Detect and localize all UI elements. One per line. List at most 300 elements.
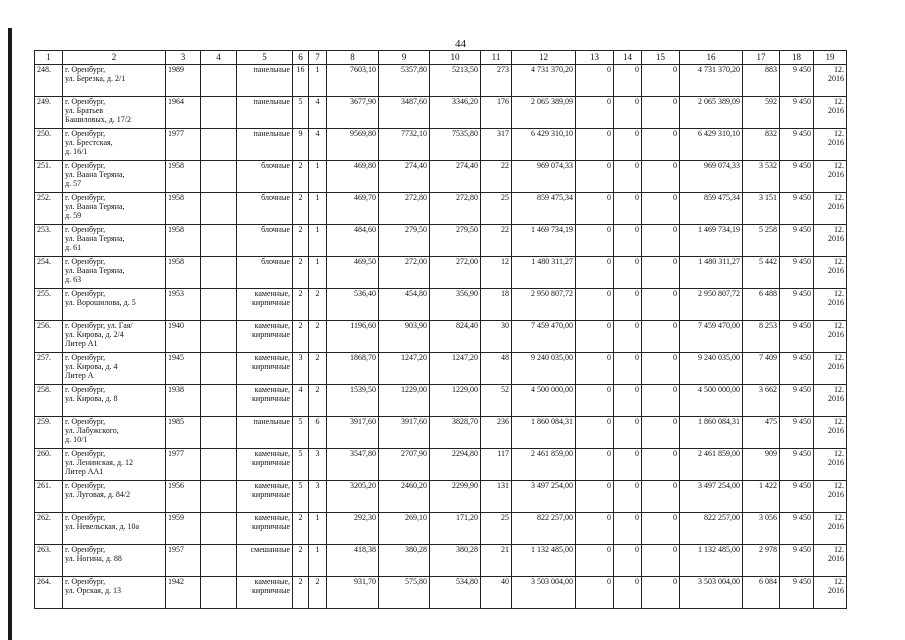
col15-cell: 0 bbox=[642, 577, 680, 609]
year-built-cell: 1938 bbox=[166, 385, 201, 417]
completion-date-cell-line: 12. bbox=[834, 129, 844, 138]
column-header-19: 19 bbox=[814, 51, 847, 65]
year-built-cell: 1958 bbox=[166, 257, 201, 289]
total-cost-cell: 2 950 807,72 bbox=[512, 289, 576, 321]
address-cell-line: г. Оренбург, bbox=[65, 97, 106, 106]
max-cost-cell: 9 450 bbox=[780, 417, 814, 449]
residents-cell: 21 bbox=[481, 545, 512, 577]
col14-cell: 0 bbox=[614, 225, 642, 257]
address-cell-line: ул. Луговая, д. 84/2 bbox=[65, 490, 131, 499]
floors-cell: 5 bbox=[293, 481, 309, 513]
wall-material-cell bbox=[237, 225, 293, 257]
year-built-cell: 1958 bbox=[166, 193, 201, 225]
completion-date-cell bbox=[814, 417, 847, 449]
completion-date-cell-line: 2016 bbox=[828, 202, 844, 211]
col13-cell: 0 bbox=[576, 161, 614, 193]
wall-material-cell bbox=[237, 289, 293, 321]
entrances-cell: 2 bbox=[309, 289, 327, 321]
wall-material-cell bbox=[237, 257, 293, 289]
wall-material-cell-line: кирпичные bbox=[252, 330, 290, 339]
unit-cost-cell: 3 056 bbox=[743, 513, 780, 545]
column-number-header-row bbox=[35, 51, 847, 65]
wall-material-cell-line: каменные, bbox=[254, 513, 290, 522]
address-cell-line: г. Оренбург, bbox=[65, 513, 106, 522]
col4-cell bbox=[201, 513, 237, 545]
address-cell bbox=[63, 577, 166, 609]
total-area-cell: 484,60 bbox=[327, 225, 379, 257]
max-cost-cell: 9 450 bbox=[780, 321, 814, 353]
wall-material-cell-line: каменные, bbox=[254, 449, 290, 458]
col15-cell: 0 bbox=[642, 257, 680, 289]
completion-date-cell bbox=[814, 161, 847, 193]
col13-cell: 0 bbox=[576, 481, 614, 513]
address-cell-line: д. 61 bbox=[65, 243, 82, 252]
residents-cell: 18 bbox=[481, 289, 512, 321]
owners-funds-cell: 6 429 310,10 bbox=[680, 129, 743, 161]
residential-area-cell: 2294,80 bbox=[430, 449, 481, 481]
unit-cost-cell: 883 bbox=[743, 65, 780, 97]
wall-material-cell-line: кирпичные bbox=[252, 362, 290, 371]
col13-cell: 0 bbox=[576, 417, 614, 449]
total-cost-cell: 4 500 000,00 bbox=[512, 385, 576, 417]
col13-cell: 0 bbox=[576, 193, 614, 225]
total-cost-cell: 1 860 084,31 bbox=[512, 417, 576, 449]
col4-cell bbox=[201, 289, 237, 321]
owners-funds-cell: 1 469 734,19 bbox=[680, 225, 743, 257]
owners-funds-cell: 4 500 000,00 bbox=[680, 385, 743, 417]
table-row bbox=[35, 353, 847, 385]
max-cost-cell: 9 450 bbox=[780, 513, 814, 545]
completion-date-cell-line: 2016 bbox=[828, 234, 844, 243]
entrances-cell: 4 bbox=[309, 129, 327, 161]
table-row bbox=[35, 417, 847, 449]
max-cost-cell: 9 450 bbox=[780, 129, 814, 161]
wall-material-cell-line: блочные bbox=[261, 225, 290, 234]
residential-area-cell: 1247,20 bbox=[430, 353, 481, 385]
wall-material-cell-line: каменные, bbox=[254, 385, 290, 394]
residential-area-cell: 279,50 bbox=[430, 225, 481, 257]
table-row bbox=[35, 321, 847, 353]
residential-area-cell: 2299,90 bbox=[430, 481, 481, 513]
year-built-cell: 1985 bbox=[166, 417, 201, 449]
wall-material-cell bbox=[237, 97, 293, 129]
address-cell bbox=[63, 385, 166, 417]
table-row bbox=[35, 513, 847, 545]
max-cost-cell: 9 450 bbox=[780, 449, 814, 481]
owners-funds-cell: 859 475,34 bbox=[680, 193, 743, 225]
wall-material-cell-line: кирпичные bbox=[252, 522, 290, 531]
total-cost-cell: 7 459 470,00 bbox=[512, 321, 576, 353]
completion-date-cell bbox=[814, 97, 847, 129]
floors-cell: 3 bbox=[293, 353, 309, 385]
col13-cell: 0 bbox=[576, 449, 614, 481]
floors-cell: 16 bbox=[293, 65, 309, 97]
wall-material-cell-line: каменные, bbox=[254, 321, 290, 330]
owners-funds-cell: 2 065 389,09 bbox=[680, 97, 743, 129]
col15-cell: 0 bbox=[642, 513, 680, 545]
address-cell-line: г. Оренбург, bbox=[65, 225, 106, 234]
address-cell-line: ул. Кирова, д. 4 bbox=[65, 362, 118, 371]
unit-cost-cell: 3 532 bbox=[743, 161, 780, 193]
col14-cell: 0 bbox=[614, 353, 642, 385]
col15-cell: 0 bbox=[642, 65, 680, 97]
owners-funds-cell: 822 257,00 bbox=[680, 513, 743, 545]
completion-date-cell bbox=[814, 193, 847, 225]
table-row bbox=[35, 385, 847, 417]
year-built-cell: 1964 bbox=[166, 97, 201, 129]
residents-cell: 52 bbox=[481, 385, 512, 417]
address-cell-line: ул. Лабужского, bbox=[65, 426, 119, 435]
premises-area-cell: 903,90 bbox=[379, 321, 430, 353]
column-header-11: 11 bbox=[481, 51, 512, 65]
row-number: 255. bbox=[35, 289, 63, 321]
completion-date-cell bbox=[814, 385, 847, 417]
col15-cell: 0 bbox=[642, 449, 680, 481]
entrances-cell: 3 bbox=[309, 481, 327, 513]
entrances-cell: 2 bbox=[309, 577, 327, 609]
unit-cost-cell: 909 bbox=[743, 449, 780, 481]
completion-date-cell bbox=[814, 513, 847, 545]
col14-cell: 0 bbox=[614, 161, 642, 193]
address-cell-line: Литер АА1 bbox=[65, 467, 104, 476]
year-built-cell: 1957 bbox=[166, 545, 201, 577]
wall-material-cell-line: кирпичные bbox=[252, 458, 290, 467]
col15-cell: 0 bbox=[642, 97, 680, 129]
unit-cost-cell: 3 662 bbox=[743, 385, 780, 417]
completion-date-cell bbox=[814, 321, 847, 353]
address-cell bbox=[63, 513, 166, 545]
col4-cell bbox=[201, 481, 237, 513]
col15-cell: 0 bbox=[642, 193, 680, 225]
year-built-cell: 1958 bbox=[166, 225, 201, 257]
address-cell bbox=[63, 321, 166, 353]
completion-date-cell-line: 12. bbox=[834, 289, 844, 298]
residential-area-cell: 7535,80 bbox=[430, 129, 481, 161]
total-cost-cell: 969 074,33 bbox=[512, 161, 576, 193]
col14-cell: 0 bbox=[614, 449, 642, 481]
residential-area-cell: 534,80 bbox=[430, 577, 481, 609]
row-number: 249. bbox=[35, 97, 63, 129]
column-header-8: 8 bbox=[327, 51, 379, 65]
premises-area-cell: 454,80 bbox=[379, 289, 430, 321]
col15-cell: 0 bbox=[642, 321, 680, 353]
completion-date-cell-line: 12. bbox=[834, 385, 844, 394]
address-cell-line: ул. Брестская, bbox=[65, 138, 113, 147]
table-row bbox=[35, 289, 847, 321]
total-cost-cell: 9 240 035,00 bbox=[512, 353, 576, 385]
unit-cost-cell: 3 151 bbox=[743, 193, 780, 225]
floors-cell: 2 bbox=[293, 257, 309, 289]
wall-material-cell-line: каменные, bbox=[254, 577, 290, 586]
year-built-cell: 1953 bbox=[166, 289, 201, 321]
residents-cell: 25 bbox=[481, 513, 512, 545]
col15-cell: 0 bbox=[642, 353, 680, 385]
col14-cell: 0 bbox=[614, 481, 642, 513]
completion-date-cell bbox=[814, 257, 847, 289]
col13-cell: 0 bbox=[576, 65, 614, 97]
floors-cell: 5 bbox=[293, 417, 309, 449]
completion-date-cell bbox=[814, 449, 847, 481]
max-cost-cell: 9 450 bbox=[780, 65, 814, 97]
year-built-cell: 1989 bbox=[166, 65, 201, 97]
col13-cell: 0 bbox=[576, 225, 614, 257]
column-header-9: 9 bbox=[379, 51, 430, 65]
completion-date-cell bbox=[814, 353, 847, 385]
address-cell bbox=[63, 545, 166, 577]
row-number: 264. bbox=[35, 577, 63, 609]
address-cell-line: ул. Орская, д. 13 bbox=[65, 586, 122, 595]
max-cost-cell: 9 450 bbox=[780, 97, 814, 129]
table-row bbox=[35, 193, 847, 225]
max-cost-cell: 9 450 bbox=[780, 161, 814, 193]
wall-material-cell-line: блочные bbox=[261, 193, 290, 202]
col13-cell: 0 bbox=[576, 513, 614, 545]
column-header-1: 1 bbox=[35, 51, 63, 65]
unit-cost-cell: 832 bbox=[743, 129, 780, 161]
address-cell-line: г. Оренбург, bbox=[65, 417, 106, 426]
wall-material-cell bbox=[237, 65, 293, 97]
col4-cell bbox=[201, 65, 237, 97]
column-header-16: 16 bbox=[680, 51, 743, 65]
residents-cell: 317 bbox=[481, 129, 512, 161]
address-cell bbox=[63, 449, 166, 481]
residential-area-cell: 274,40 bbox=[430, 161, 481, 193]
entrances-cell: 3 bbox=[309, 449, 327, 481]
floors-cell: 2 bbox=[293, 161, 309, 193]
total-area-cell: 469,70 bbox=[327, 193, 379, 225]
max-cost-cell: 9 450 bbox=[780, 353, 814, 385]
column-header-4: 4 bbox=[201, 51, 237, 65]
address-cell bbox=[63, 257, 166, 289]
col4-cell bbox=[201, 385, 237, 417]
year-built-cell: 1958 bbox=[166, 161, 201, 193]
owners-funds-cell: 1 480 311,27 bbox=[680, 257, 743, 289]
residential-area-cell: 1229,00 bbox=[430, 385, 481, 417]
wall-material-cell-line: каменные, bbox=[254, 289, 290, 298]
total-cost-cell: 4 731 370,20 bbox=[512, 65, 576, 97]
col14-cell: 0 bbox=[614, 97, 642, 129]
wall-material-cell bbox=[237, 449, 293, 481]
premises-area-cell: 2707,90 bbox=[379, 449, 430, 481]
col15-cell: 0 bbox=[642, 225, 680, 257]
residential-area-cell: 3346,20 bbox=[430, 97, 481, 129]
address-cell bbox=[63, 161, 166, 193]
floors-cell: 2 bbox=[293, 513, 309, 545]
total-area-cell: 469,50 bbox=[327, 257, 379, 289]
wall-material-cell bbox=[237, 545, 293, 577]
address-cell-line: д. 59 bbox=[65, 211, 82, 220]
address-cell-line: д. 57 bbox=[65, 179, 82, 188]
max-cost-cell: 9 450 bbox=[780, 577, 814, 609]
completion-date-cell bbox=[814, 289, 847, 321]
floors-cell: 2 bbox=[293, 321, 309, 353]
address-cell bbox=[63, 65, 166, 97]
address-cell bbox=[63, 193, 166, 225]
floors-cell: 2 bbox=[293, 289, 309, 321]
total-area-cell: 3677,90 bbox=[327, 97, 379, 129]
residents-cell: 40 bbox=[481, 577, 512, 609]
floors-cell: 5 bbox=[293, 97, 309, 129]
total-cost-cell: 3 503 004,00 bbox=[512, 577, 576, 609]
total-cost-cell: 1 480 311,27 bbox=[512, 257, 576, 289]
address-cell-line: г. Оренбург, bbox=[65, 65, 106, 74]
col4-cell bbox=[201, 161, 237, 193]
completion-date-cell-line: 12. bbox=[834, 481, 844, 490]
address-cell-line: ул. Ваана Теряна, bbox=[65, 266, 125, 275]
floors-cell: 2 bbox=[293, 193, 309, 225]
entrances-cell: 1 bbox=[309, 545, 327, 577]
completion-date-cell-line: 12. bbox=[834, 161, 844, 170]
wall-material-cell bbox=[237, 417, 293, 449]
row-number: 260. bbox=[35, 449, 63, 481]
address-cell-line: г. Оренбург, ул. Гая/ bbox=[65, 321, 133, 330]
completion-date-cell-line: 12. bbox=[834, 193, 844, 202]
total-area-cell: 3917,60 bbox=[327, 417, 379, 449]
table-row bbox=[35, 257, 847, 289]
row-number: 253. bbox=[35, 225, 63, 257]
address-cell-line: г. Оренбург, bbox=[65, 161, 106, 170]
premises-area-cell: 3917,60 bbox=[379, 417, 430, 449]
completion-date-cell-line: 2016 bbox=[828, 362, 844, 371]
wall-material-cell-line: кирпичные bbox=[252, 586, 290, 595]
total-area-cell: 536,40 bbox=[327, 289, 379, 321]
unit-cost-cell: 6 084 bbox=[743, 577, 780, 609]
completion-date-cell-line: 12. bbox=[834, 513, 844, 522]
address-cell bbox=[63, 417, 166, 449]
completion-date-cell-line: 2016 bbox=[828, 170, 844, 179]
housing-register-table bbox=[34, 50, 847, 609]
table-row bbox=[35, 97, 847, 129]
col14-cell: 0 bbox=[614, 193, 642, 225]
col13-cell: 0 bbox=[576, 321, 614, 353]
entrances-cell: 2 bbox=[309, 353, 327, 385]
entrances-cell: 1 bbox=[309, 193, 327, 225]
completion-date-cell-line: 12. bbox=[834, 97, 844, 106]
premises-area-cell: 279,50 bbox=[379, 225, 430, 257]
completion-date-cell-line: 2016 bbox=[828, 330, 844, 339]
residential-area-cell: 356,90 bbox=[430, 289, 481, 321]
total-cost-cell: 822 257,00 bbox=[512, 513, 576, 545]
address-cell-line: ул. Ваана Теряна, bbox=[65, 170, 125, 179]
col15-cell: 0 bbox=[642, 289, 680, 321]
completion-date-cell-line: 2016 bbox=[828, 554, 844, 563]
table-row bbox=[35, 161, 847, 193]
row-number: 259. bbox=[35, 417, 63, 449]
col14-cell: 0 bbox=[614, 513, 642, 545]
unit-cost-cell: 1 422 bbox=[743, 481, 780, 513]
col4-cell bbox=[201, 577, 237, 609]
column-header-6: 6 bbox=[293, 51, 309, 65]
unit-cost-cell: 5 258 bbox=[743, 225, 780, 257]
completion-date-cell-line: 2016 bbox=[828, 106, 844, 115]
floors-cell: 9 bbox=[293, 129, 309, 161]
column-header-7: 7 bbox=[309, 51, 327, 65]
table-row bbox=[35, 449, 847, 481]
row-number: 248. bbox=[35, 65, 63, 97]
entrances-cell: 1 bbox=[309, 257, 327, 289]
total-area-cell: 931,70 bbox=[327, 577, 379, 609]
completion-date-cell-line: 2016 bbox=[828, 266, 844, 275]
address-cell-line: ул. Невельская, д. 10а bbox=[65, 522, 140, 531]
col13-cell: 0 bbox=[576, 97, 614, 129]
col14-cell: 0 bbox=[614, 289, 642, 321]
completion-date-cell-line: 2016 bbox=[828, 298, 844, 307]
wall-material-cell-line: кирпичные bbox=[252, 490, 290, 499]
col4-cell bbox=[201, 449, 237, 481]
page-number: 44 bbox=[455, 38, 466, 50]
wall-material-cell-line: смешанные bbox=[250, 545, 290, 554]
left-margin-bar bbox=[8, 28, 12, 640]
column-header-12: 12 bbox=[512, 51, 576, 65]
premises-area-cell: 380,28 bbox=[379, 545, 430, 577]
premises-area-cell: 269,10 bbox=[379, 513, 430, 545]
owners-funds-cell: 1 860 084,31 bbox=[680, 417, 743, 449]
completion-date-cell-line: 2016 bbox=[828, 394, 844, 403]
address-cell-line: г. Оренбург, bbox=[65, 385, 106, 394]
completion-date-cell-line: 12. bbox=[834, 577, 844, 586]
entrances-cell: 6 bbox=[309, 417, 327, 449]
owners-funds-cell: 2 950 807,72 bbox=[680, 289, 743, 321]
unit-cost-cell: 6 488 bbox=[743, 289, 780, 321]
wall-material-cell bbox=[237, 481, 293, 513]
completion-date-cell-line: 12. bbox=[834, 545, 844, 554]
column-header-14: 14 bbox=[614, 51, 642, 65]
column-header-2: 2 bbox=[63, 51, 166, 65]
table-row bbox=[35, 481, 847, 513]
floors-cell: 2 bbox=[293, 545, 309, 577]
owners-funds-cell: 969 074,33 bbox=[680, 161, 743, 193]
column-header-13: 13 bbox=[576, 51, 614, 65]
col15-cell: 0 bbox=[642, 417, 680, 449]
max-cost-cell: 9 450 bbox=[780, 193, 814, 225]
col14-cell: 0 bbox=[614, 577, 642, 609]
address-cell-line: ул. Кирова, д. 8 bbox=[65, 394, 118, 403]
col14-cell: 0 bbox=[614, 385, 642, 417]
completion-date-cell-line: 12. bbox=[834, 417, 844, 426]
completion-date-cell-line: 12. bbox=[834, 257, 844, 266]
max-cost-cell: 9 450 bbox=[780, 545, 814, 577]
wall-material-cell-line: кирпичные bbox=[252, 298, 290, 307]
column-header-3: 3 bbox=[166, 51, 201, 65]
table-row bbox=[35, 545, 847, 577]
entrances-cell: 1 bbox=[309, 513, 327, 545]
address-cell bbox=[63, 481, 166, 513]
max-cost-cell: 9 450 bbox=[780, 289, 814, 321]
wall-material-cell bbox=[237, 385, 293, 417]
wall-material-cell-line: блочные bbox=[261, 257, 290, 266]
premises-area-cell: 272,80 bbox=[379, 193, 430, 225]
address-cell-line: ул. Ваана Теряна, bbox=[65, 202, 125, 211]
completion-date-cell-line: 12. bbox=[834, 321, 844, 330]
table-row bbox=[35, 577, 847, 609]
residential-area-cell: 171,20 bbox=[430, 513, 481, 545]
address-cell bbox=[63, 97, 166, 129]
total-area-cell: 3205,20 bbox=[327, 481, 379, 513]
row-number: 258. bbox=[35, 385, 63, 417]
address-cell-line: г. Оренбург, bbox=[65, 577, 106, 586]
total-area-cell: 1868,70 bbox=[327, 353, 379, 385]
max-cost-cell: 9 450 bbox=[780, 385, 814, 417]
table-body bbox=[35, 65, 847, 609]
col13-cell: 0 bbox=[576, 257, 614, 289]
total-area-cell: 9569,80 bbox=[327, 129, 379, 161]
total-area-cell: 7603,10 bbox=[327, 65, 379, 97]
wall-material-cell bbox=[237, 353, 293, 385]
col4-cell bbox=[201, 225, 237, 257]
col15-cell: 0 bbox=[642, 385, 680, 417]
max-cost-cell: 9 450 bbox=[780, 257, 814, 289]
total-area-cell: 292,30 bbox=[327, 513, 379, 545]
